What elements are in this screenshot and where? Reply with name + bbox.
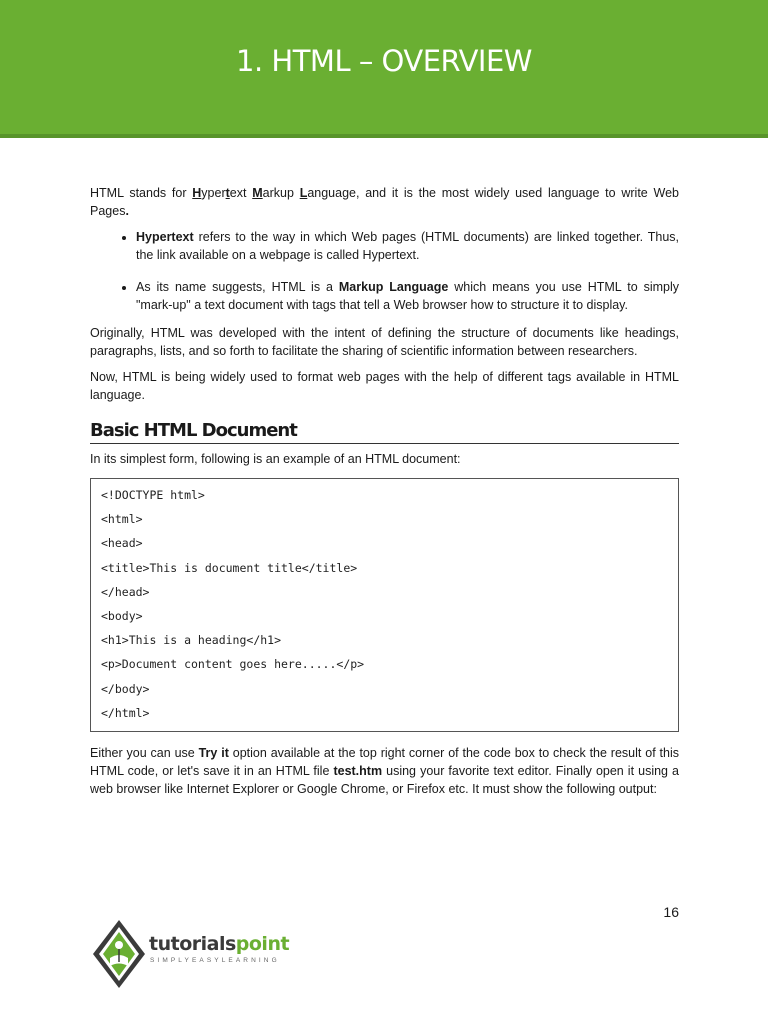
chapter-title: 1. HTML – OVERVIEW: [236, 44, 532, 78]
usage-paragraph: Now, HTML is being widely used to format web pages with the help of different tags available in HTML language.: [90, 370, 679, 402]
chapter-banner: [0, 0, 768, 138]
instructions-text: using your favorite text editor. Finally open it using a web browser like Internet Explorer or Google Chrome, or Firefox etc. It must show the following output:: [90, 764, 679, 797]
bullet-markup-language: [136, 278, 679, 314]
section-lead: In its simplest form, following is an example of an HTML document:: [90, 452, 461, 466]
code-box: [90, 478, 679, 732]
try-it-term: Try it: [198, 746, 229, 761]
bullet-term: Markup Language: [338, 280, 449, 294]
tutorialspoint-logo: [92, 918, 302, 990]
intro-text: yper: [201, 186, 226, 200]
file-name: test.htm: [333, 764, 383, 779]
bullet-text: As its name suggests, HTML is a: [136, 280, 339, 294]
history-paragraph: Originally, HTML was developed with the intent of defining the structure of documents like headings, paragraphs, lists, and so forth to facilitate the sharing of scientific information between researchers.: [90, 326, 679, 358]
code-line: <!DOCTYPE html>: [101, 488, 205, 502]
code-line: </head>: [101, 584, 150, 599]
page-content: [90, 184, 679, 806]
intro-text: HTML stands for: [90, 186, 193, 200]
code-line: </body>: [101, 681, 150, 696]
intro-text: ext: [229, 186, 253, 200]
bullet-text: refers to the way in which Web pages (HTML documents) are linked together. Thus, the link available on a webpage is called Hypertext.: [136, 230, 679, 262]
intro-text: arkup: [262, 186, 300, 200]
section-heading: Basic HTML Document: [90, 422, 679, 444]
logo-word-tutorials: tutorials: [149, 933, 236, 955]
bullet-text: which means you use HTML to simply "mark-up" a text document with tags that tell a Web browser how to structure it to display.: [136, 280, 679, 312]
bullet-hypertext: [136, 228, 679, 264]
instructions-paragraph: [90, 744, 679, 798]
instructions-text: option available at the top right corner of the code box to check the result of this HTML code, or let's save it in an HTML file: [90, 746, 679, 779]
acronym-letter-l: L: [299, 186, 308, 200]
code-line: <head>: [101, 536, 143, 551]
intro-paragraph: [90, 184, 679, 220]
acronym-letter-h: H: [192, 186, 202, 200]
code-line: <p>Document content goes here.....</p>: [101, 657, 365, 672]
code-line: <h1>This is a heading</h1>: [101, 633, 282, 648]
acronym-letter-m: M: [252, 186, 263, 200]
code-line: <html>: [101, 512, 143, 527]
intro-text: anguage, and it is the most widely used language to write Web Pages: [90, 186, 679, 218]
code-line: <body>: [101, 609, 143, 624]
logo-wordmark: [149, 933, 289, 955]
page-number: 16: [663, 904, 679, 920]
code-line: </html>: [101, 705, 150, 720]
code-line: <title>This is document title</title>: [101, 560, 358, 575]
bullet-term: Hypertext: [136, 230, 194, 244]
acronym-letter-t: t: [225, 186, 230, 200]
logo-word-point: point: [235, 933, 290, 955]
logo-emblem-icon: [92, 918, 148, 990]
instructions-text: Either you can use: [90, 746, 199, 761]
definition-list: [90, 228, 679, 314]
logo-tagline: SIMPLYEASYLEARNING: [150, 957, 280, 964]
intro-period: .: [125, 204, 129, 218]
